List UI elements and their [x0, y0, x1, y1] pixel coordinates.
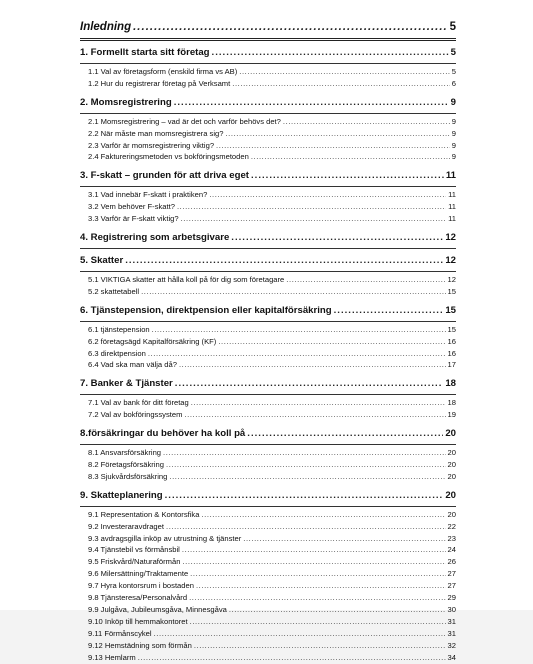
toc-section-page: 5 — [451, 47, 456, 58]
toc-section-rule — [80, 321, 456, 322]
toc-leader-dots — [239, 67, 450, 76]
toc-section — [80, 232, 456, 249]
toc-subsection-entry[interactable] — [88, 545, 456, 557]
toc-subsection-entry[interactable] — [88, 152, 456, 164]
toc-subsection-title: 9.7 Hyra kontorsrum i bostaden — [88, 581, 194, 590]
toc-section — [80, 378, 456, 422]
toc-subsection-page: 30 — [448, 605, 456, 614]
toc-subsection-title: 9.6 Milersättning/Traktamente — [88, 569, 188, 578]
toc-section-rule — [80, 271, 456, 272]
toc-leader-dots — [229, 605, 446, 614]
toc-leader-dots — [154, 629, 446, 638]
toc-leader-dots — [182, 557, 445, 566]
toc-subsection-page: 24 — [448, 545, 456, 554]
toc-subsection-title: 5.2 skattetabell — [88, 287, 139, 296]
toc-section-page: 11 — [446, 170, 456, 181]
toc-section-rule — [80, 394, 456, 395]
toc-section — [80, 428, 456, 484]
toc-subsection-page: 23 — [448, 534, 456, 543]
toc-leader-dots — [182, 545, 446, 554]
toc-subsection-title: 6.3 direktpension — [88, 349, 146, 358]
toc-leader-dots — [209, 190, 446, 199]
toc-leader-dots — [212, 47, 449, 58]
toc-section-title: 4. Registrering som arbetsgivare — [80, 232, 229, 243]
toc-section-page: 12 — [445, 255, 456, 266]
toc-subsection-page: 6 — [452, 79, 456, 88]
toc-leader-dots — [191, 398, 446, 407]
toc-leader-dots — [218, 337, 445, 346]
toc-subsection-page: 20 — [448, 510, 456, 519]
toc-subsection-entry[interactable] — [88, 472, 456, 484]
toc-leader-dots — [247, 428, 443, 439]
toc-section-heading[interactable] — [80, 490, 456, 504]
toc-subsection-title: 8.2 Företagsförsäkring — [88, 460, 164, 469]
toc-subsection-entry[interactable] — [88, 190, 456, 202]
toc-subsection-entry[interactable] — [88, 398, 456, 410]
toc-subsection-page: 16 — [448, 337, 456, 346]
toc-leader-dots — [133, 21, 447, 33]
toc-subsection-entry[interactable] — [88, 67, 456, 79]
toc-subsection-page: 20 — [448, 460, 456, 469]
toc-subsection-page: 18 — [448, 398, 456, 407]
toc-leader-dots — [177, 202, 446, 211]
toc-subsection-entry[interactable] — [88, 337, 456, 349]
toc-subsection-title: 9.11 Förmånscykel — [88, 629, 152, 638]
toc-subsection-page: 34 — [448, 653, 456, 662]
toc-leader-dots — [196, 581, 446, 590]
toc-subsection-entry[interactable] — [88, 214, 456, 226]
toc-leader-dots — [141, 287, 445, 296]
toc-section-rule — [80, 186, 456, 187]
toc-subsection-entry[interactable] — [88, 522, 456, 534]
toc-section-title: 8.försäkringar du behöver ha koll på — [80, 428, 245, 439]
toc-subsection-title: 6.1 tjänstepension — [88, 325, 150, 334]
toc-section-heading[interactable] — [80, 170, 456, 184]
toc-section-page: 20 — [445, 490, 456, 501]
toc-subsection-entry[interactable] — [88, 117, 456, 129]
toc-subsection-page: 31 — [448, 629, 456, 638]
toc-leader-dots — [175, 378, 444, 389]
toc-leader-dots — [163, 448, 446, 457]
toc-subsection-entry[interactable] — [88, 79, 456, 91]
toc-section-heading[interactable] — [80, 97, 456, 111]
toc-subsection-entry[interactable] — [88, 557, 456, 569]
toc-section-page: 18 — [445, 378, 456, 389]
toc-leader-dots — [231, 232, 443, 243]
toc-subsection-title: 3.2 Vem behöver F-skatt? — [88, 202, 175, 211]
toc-subsection-page: 11 — [448, 190, 456, 199]
toc-section-title: 9. Skatteplanering — [80, 490, 163, 501]
toc-subsection-entry[interactable] — [88, 287, 456, 299]
toc-leader-dots — [251, 170, 444, 181]
toc-section-title: 7. Banker & Tjänster — [80, 378, 173, 389]
toc-leader-dots — [166, 522, 446, 531]
toc-section — [80, 255, 456, 299]
toc-section — [80, 490, 456, 664]
toc-subsection-title: 2.4 Faktureringsmetoden vs bokföringsmetoden — [88, 152, 249, 161]
toc-leader-dots — [190, 617, 446, 626]
toc-subsection-page: 27 — [448, 581, 456, 590]
toc-leader-dots — [138, 653, 446, 662]
toc-subsection-title: 9.4 Tjänstebil vs förmånsbil — [88, 545, 180, 554]
toc-section — [80, 170, 456, 226]
toc-subsection-page: 26 — [448, 557, 456, 566]
toc-subsection-title: 1.1 Val av företagsform (enskild firma vs AB) — [88, 67, 237, 76]
toc-leader-dots — [334, 305, 444, 316]
toc-subsection-title: 8.1 Ansvarsförsäkring — [88, 448, 161, 457]
toc-subsection-entry[interactable] — [88, 641, 456, 653]
toc-subsection-entry[interactable] — [88, 360, 456, 372]
toc-section-page: 9 — [451, 97, 456, 108]
toc-subsection-entry[interactable] — [88, 202, 456, 214]
toc-section-page: 12 — [445, 232, 456, 243]
toc-section-title: 6. Tjänstepension, direktpension eller kapitalförsäkring — [80, 305, 332, 316]
toc-subsection-title: 2.1 Momsregistrering – vad är det och varför behövs det? — [88, 117, 281, 126]
toc-subsection-entry[interactable] — [88, 617, 456, 629]
toc-subsection-page: 11 — [448, 202, 456, 211]
toc-subsection-title: 9.3 avdragsgilla inköp av utrustning & tjänster — [88, 534, 241, 543]
toc-section-rule — [80, 506, 456, 507]
toc-subsection-page: 5 — [452, 67, 456, 76]
toc-subsection-title: 9.10 Inköp till hemmakontoret — [88, 617, 188, 626]
toc-subsection-title: 2.3 Varför är momsregistrering viktig? — [88, 141, 214, 150]
toc-section-title: 2. Momsregistrering — [80, 97, 172, 108]
toc-subsection-entry[interactable] — [88, 581, 456, 593]
toc-leader-dots — [225, 129, 449, 138]
toc-section-heading[interactable] — [80, 47, 456, 61]
toc-intro-title: Inledning — [80, 21, 131, 33]
toc-subsection-title: 9.13 Hemlarm — [88, 653, 136, 662]
toc-subsection-entry[interactable] — [88, 275, 456, 287]
toc-subsection-page: 29 — [448, 593, 456, 602]
toc-sections — [80, 47, 456, 664]
toc-section — [80, 305, 456, 373]
toc-subsection-page: 27 — [448, 569, 456, 578]
toc-subsection-page: 32 — [448, 641, 456, 650]
toc-subsection-entry[interactable] — [88, 129, 456, 141]
toc-subsection-page: 11 — [448, 214, 456, 223]
toc-section-title: 5. Skatter — [80, 255, 123, 266]
toc-subsection-page: 9 — [452, 129, 456, 138]
toc-subsection-entry[interactable] — [88, 629, 456, 641]
toc-leader-dots — [184, 410, 445, 419]
toc-subsection-page: 12 — [448, 275, 456, 284]
toc-subsection-title: 9.8 Tjänsteresa/Personalvård — [88, 593, 187, 602]
toc-section-heading[interactable] — [80, 255, 456, 269]
toc-subsection-page: 9 — [452, 117, 456, 126]
toc-leader-dots — [179, 360, 446, 369]
toc-subsection-title: 7.1 Val av bank för ditt företag — [88, 398, 189, 407]
toc-subsection-entry[interactable] — [88, 325, 456, 337]
toc-leader-dots — [166, 460, 446, 469]
toc-section-rule — [80, 113, 456, 114]
toc-subsection-title: 5.1 VIKTIGA skatter att hålla koll på för dig som företagare — [88, 275, 284, 284]
toc-subsection-page: 31 — [448, 617, 456, 626]
toc-section-page: 20 — [445, 428, 456, 439]
toc-leader-dots — [232, 79, 450, 88]
toc-section-heading[interactable] — [80, 232, 456, 246]
toc-subsection-page: 20 — [448, 448, 456, 457]
toc-leader-dots — [283, 117, 450, 126]
toc-leader-dots — [194, 641, 446, 650]
toc-subsection-page: 22 — [448, 522, 456, 531]
toc-subsection-entry[interactable] — [88, 534, 456, 546]
toc-leader-dots — [201, 510, 445, 519]
toc-subsection-page: 9 — [452, 152, 456, 161]
toc-leader-dots — [125, 255, 443, 266]
toc-subsection-title: 9.1 Representation & Kontorsfika — [88, 510, 199, 519]
toc-leader-dots — [181, 214, 447, 223]
toc-subsection-entry[interactable] — [88, 593, 456, 605]
toc-subsection-title: 1.2 Hur du registrerar företag på Verksamt — [88, 79, 230, 88]
toc-subsection-title: 7.2 Val av bokföringssystem — [88, 410, 182, 419]
toc-section-heading[interactable] — [80, 428, 456, 442]
toc-subsection-title: 9.9 Julgåva, Jubileumsgåva, Minnesgåva — [88, 605, 227, 614]
toc-section-rule — [80, 444, 456, 445]
toc-section — [80, 97, 456, 165]
toc-intro-entry[interactable] — [80, 21, 456, 37]
toc-subsection-entry[interactable] — [88, 569, 456, 581]
toc-section-rule — [80, 63, 456, 64]
toc-subsection-title: 2.2 När måste man momsregistrera sig? — [88, 129, 223, 138]
toc-section — [80, 47, 456, 91]
toc-subsection-page: 17 — [448, 360, 456, 369]
toc-subsection-title: 8.3 Sjukvårdsförsäkring — [88, 472, 167, 481]
toc-subsection-title: 3.1 Vad innebär F-skatt i praktiken? — [88, 190, 207, 199]
toc-subsection-page: 15 — [448, 325, 456, 334]
toc-leader-dots — [174, 97, 449, 108]
toc-subsection-page: 20 — [448, 472, 456, 481]
toc-leader-dots — [190, 569, 445, 578]
toc-leader-dots — [286, 275, 445, 284]
toc-subsection-entry[interactable] — [88, 448, 456, 460]
toc-subsection-title: 6.2 företagsägd Kapitalförsäkring (KF) — [88, 337, 216, 346]
toc-section-heading[interactable] — [80, 378, 456, 392]
toc-leader-dots — [169, 472, 445, 481]
toc-subsection-entry[interactable] — [88, 460, 456, 472]
toc-leader-dots — [165, 490, 444, 501]
toc-leader-dots — [216, 141, 450, 150]
toc-subsection-title: 9.5 Friskvård/Naturaförmån — [88, 557, 180, 566]
toc-subsection-entry[interactable] — [88, 510, 456, 522]
toc-subsection-page: 16 — [448, 349, 456, 358]
toc-leader-dots — [251, 152, 450, 161]
toc-leader-dots — [148, 349, 446, 358]
toc-subsection-title: 9.12 Hemstädning som förmån — [88, 641, 192, 650]
toc-double-rule — [80, 38, 456, 41]
toc-subsection-title: 6.4 Vad ska man välja då? — [88, 360, 177, 369]
toc-section-title: 3. F-skatt – grunden för att driva eget — [80, 170, 249, 181]
toc-subsection-page: 9 — [452, 141, 456, 150]
toc-subsection-entry[interactable] — [88, 349, 456, 361]
toc-subsection-page: 19 — [448, 410, 456, 419]
toc-subsection-title: 3.3 Varför är F-skatt viktig? — [88, 214, 179, 223]
toc-section-rule — [80, 248, 456, 249]
toc-subsection-title: 9.2 Investeraravdraget — [88, 522, 164, 531]
toc-subsection-entry[interactable] — [88, 605, 456, 617]
toc-subsection-entry[interactable] — [88, 141, 456, 153]
toc-subsection-entry[interactable] — [88, 653, 456, 664]
toc-intro-page: 5 — [450, 21, 456, 33]
toc-subsection-entry[interactable] — [88, 410, 456, 422]
toc-section-page: 15 — [445, 305, 456, 316]
toc-leader-dots — [189, 593, 445, 602]
toc-subsection-page: 15 — [448, 287, 456, 296]
toc-section-title: 1. Formellt starta sitt företag — [80, 47, 210, 58]
toc-leader-dots — [152, 325, 446, 334]
toc-leader-dots — [243, 534, 445, 543]
table-of-contents — [80, 21, 456, 664]
toc-section-heading[interactable] — [80, 305, 456, 319]
